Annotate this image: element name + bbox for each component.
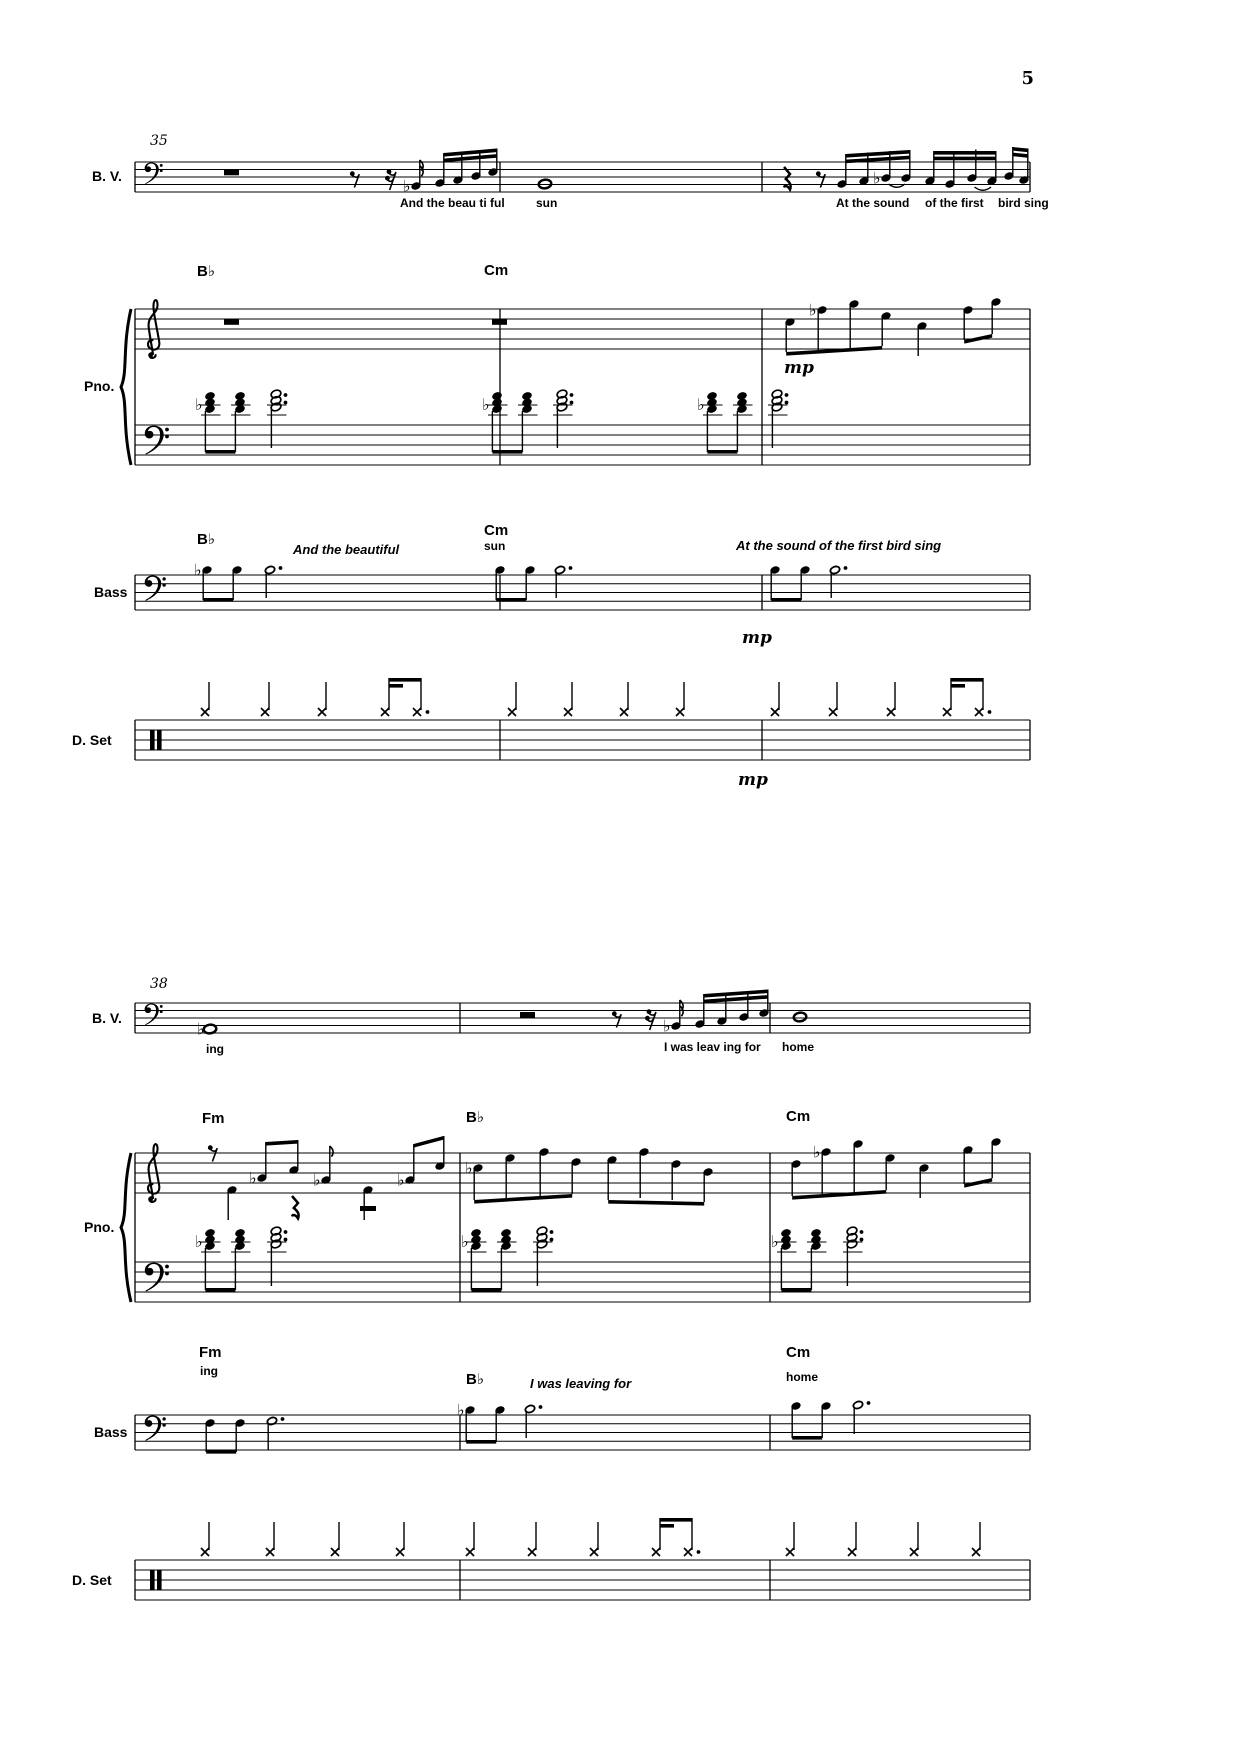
staff-label-rh: Pno. <box>84 1219 115 1235</box>
svg-text:♭: ♭ <box>482 395 490 414</box>
bass-clef-icon <box>145 1003 163 1025</box>
svg-text:♭: ♭ <box>195 1232 203 1251</box>
lyric: bird sing <box>998 196 1049 210</box>
chord-symbol: Cm <box>484 262 509 279</box>
chord-symbol: B♭ <box>466 1371 484 1388</box>
bass-clef-icon <box>145 162 163 184</box>
staff-bass <box>135 575 1030 610</box>
chord-symbol: Cm <box>786 1344 811 1361</box>
dynamic-marking: mp <box>784 358 814 378</box>
staff-dr <box>135 1560 1030 1600</box>
bass-clef-icon <box>145 426 169 455</box>
staff-label-bv: B. V. <box>92 1010 122 1026</box>
system-38 <box>121 990 1030 1601</box>
svg-text:♭: ♭ <box>397 1170 405 1190</box>
staff-label-dr: D. Set <box>72 1572 112 1588</box>
svg-text:♭: ♭ <box>313 1170 321 1190</box>
lyric: At the sound <box>836 196 910 210</box>
chord-symbol: Cm <box>786 1108 811 1125</box>
lyric: of the first <box>925 196 984 210</box>
system-35 <box>121 147 1030 760</box>
svg-text:♭: ♭ <box>813 1142 821 1162</box>
staff-lh <box>135 425 1030 465</box>
lyric: home <box>786 1370 819 1384</box>
svg-text:♭: ♭ <box>697 395 705 414</box>
svg-text:♭: ♭ <box>197 1019 205 1039</box>
svg-text:♭: ♭ <box>663 1016 671 1036</box>
staff-label-bv: B. V. <box>92 168 122 184</box>
staff-label-rh: Pno. <box>84 378 115 394</box>
svg-text:♭: ♭ <box>465 1158 473 1178</box>
svg-text:♭: ♭ <box>771 1232 779 1251</box>
svg-text:♭: ♭ <box>461 1232 469 1251</box>
lyric: ing <box>200 1364 218 1378</box>
dynamic-marking: mp <box>738 770 768 790</box>
measure-number: 35 <box>150 133 168 149</box>
svg-text:♭: ♭ <box>403 176 411 196</box>
svg-text:♭: ♭ <box>195 395 203 414</box>
chord-symbol: Fm <box>202 1110 225 1127</box>
bass-clef-icon <box>145 1263 169 1292</box>
staff-label-bass: Bass <box>94 584 128 600</box>
lyric: And the beautiful <box>293 542 400 557</box>
svg-text:♭: ♭ <box>809 300 817 320</box>
chord-symbol: B♭ <box>197 263 215 280</box>
lyric: home <box>782 1040 815 1054</box>
page-number: 5 <box>1021 68 1034 89</box>
lyric: At the sound of the first bird sing <box>736 538 942 553</box>
staff-bass <box>135 1415 1030 1450</box>
lyric: sun <box>536 196 558 210</box>
chord-symbol: B♭ <box>466 1109 484 1126</box>
svg-text:♭: ♭ <box>249 1168 257 1188</box>
bass-clef-icon <box>145 576 166 601</box>
chord-symbol: Fm <box>199 1344 222 1361</box>
staff-bv <box>135 1003 1030 1033</box>
staff-dr <box>135 720 1030 760</box>
measure-number: 38 <box>150 976 168 992</box>
svg-text:♭: ♭ <box>194 560 202 580</box>
staff-rh <box>135 300 1030 358</box>
staff-lh <box>135 1262 1030 1302</box>
staff-label-bass: Bass <box>94 1424 128 1440</box>
lyric: sun <box>484 539 506 553</box>
chord-symbol: B♭ <box>197 531 215 548</box>
lyric: ing <box>206 1042 224 1056</box>
bass-clef-icon <box>145 1416 166 1441</box>
staff-rh <box>135 1144 1030 1202</box>
staff-label-dr: D. Set <box>72 732 112 748</box>
svg-text:♭: ♭ <box>873 168 881 188</box>
chord-symbol: Cm <box>484 522 509 539</box>
piano-brace <box>121 309 131 465</box>
piano-brace <box>121 1153 131 1302</box>
svg-text:♭: ♭ <box>457 1400 465 1420</box>
lyric: I was leav ing for <box>664 1040 761 1054</box>
lyric: And the beau ti ful <box>400 196 505 210</box>
dynamic-marking: mp <box>742 628 772 648</box>
lyric: I was leaving for <box>530 1376 632 1391</box>
